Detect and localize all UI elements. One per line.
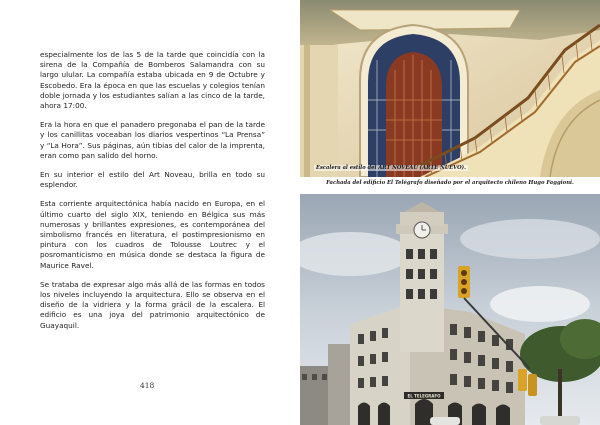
photo-inline-caption: Escalera al estilo del ART NOVEAU (ARTE NUEVO). (316, 165, 466, 171)
staircase-photo (300, 0, 600, 177)
paragraph-2: Era la hora en que el panadero pregonaba el pan de la tarde y los canillitas voceaban los diarios vespertinos “La Prensa” y “La Hora”. Sus páginas, aún tibias del calor de la imprenta, eran como pan salido del horno. (40, 120, 265, 160)
telegrafo-building-illustration (300, 194, 600, 425)
page-number: 418 (140, 381, 155, 390)
body-text (40, 50, 265, 340)
paragraph-5: Se trataba de expresar algo más allá de las formas en todos los niveles incluyendo la arquitectura. Ello se observa en el diseño de la vidriera y la forma grácil de la escalera. El edificio es una joya del patrimonio arquitectónico de Guayaquil. (40, 279, 265, 330)
right-page (300, 0, 600, 425)
staircase-illustration (300, 0, 600, 177)
paragraph-4: Esta corriente arquitectónica había nacido en Europa, en el último cuarto del siglo XIX, teniendo en Bélgica sus más numerosas y brillantes expresiones, es contemporánea del simbolismo francés en literatura, el postimpresionismo en pintura con los cuadros de Tolousse Loutrec y el posromanticismo en música donde se destaca la figura de Maurice Ravel. (40, 199, 265, 270)
paragraph-1: especialmente los de las 5 de la tarde que coincidía con la sirena de la Compañía de Bomberos Salamandra con su largo ulular. La compañía estaba ubicada en 9 de Octubre y Escobedo. Era la época en que las escuelas y colegios tenían doble jornada y los estudiantes salían a las cinco de la tarde, ahora 17:00. (40, 50, 265, 111)
photo-caption: Fachada del edificio El Telégrafo diseñado por el arquitecto chileno Hugo Faggioni. (326, 180, 574, 186)
paragraph-3: En su interior el estilo del Art Noveau, brilla en todo su esplendor. (40, 170, 265, 190)
building-sign-text: EL TELEGRAFO (407, 393, 441, 399)
building-photo (300, 194, 600, 425)
